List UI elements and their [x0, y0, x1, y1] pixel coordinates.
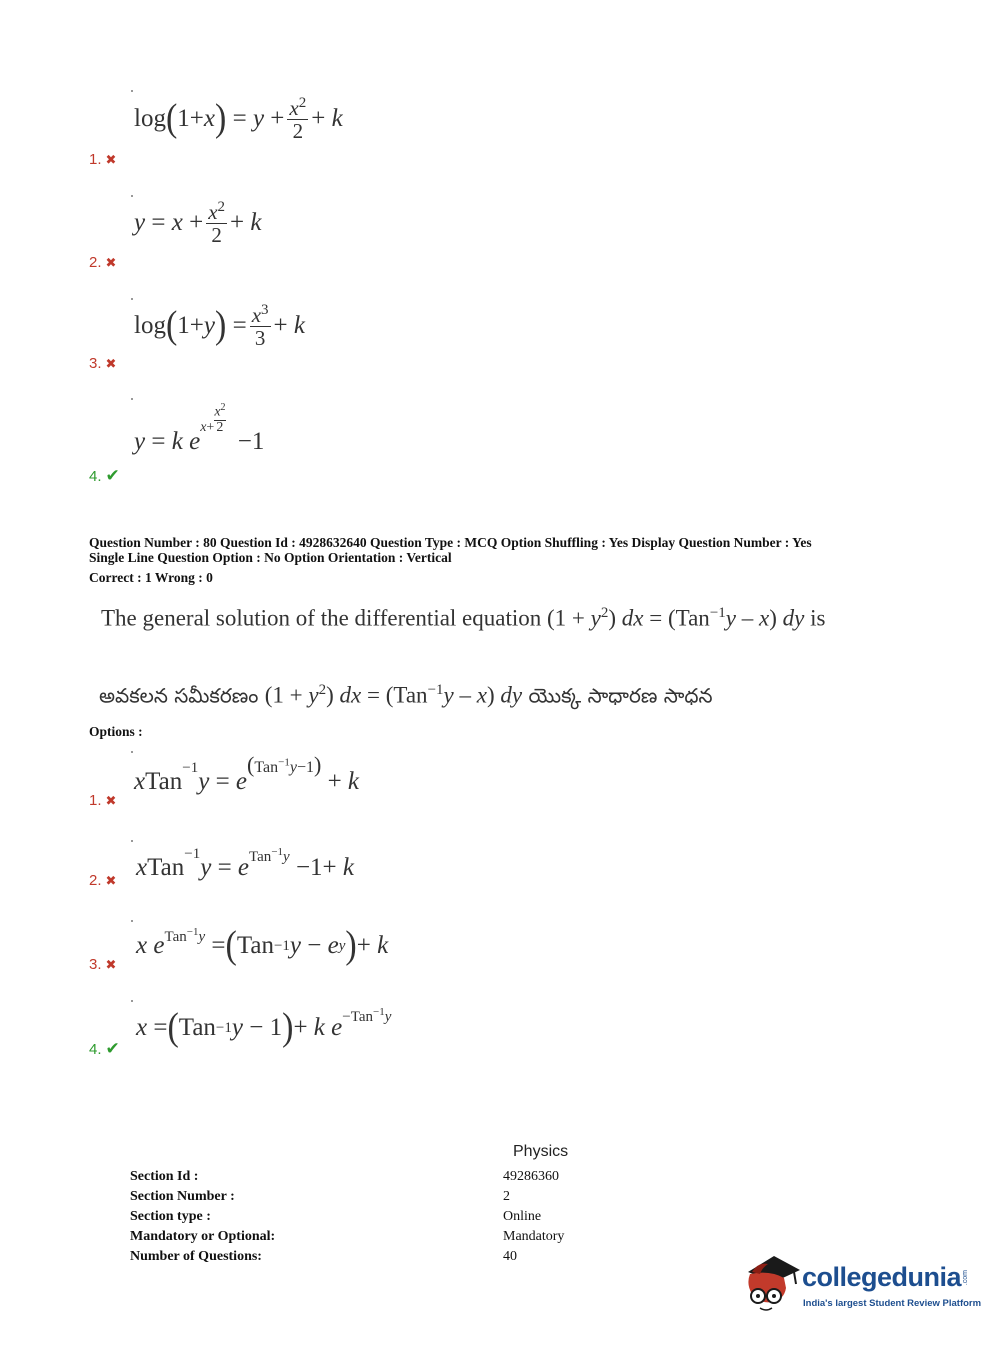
option-dot: [131, 920, 133, 922]
option-3-formula: x e Tan$^{-1}$y = ( Tan −1 y − e y ) + k: [136, 924, 389, 967]
option-dot: [131, 298, 133, 300]
option-2-formula: x Tan $^{-1}$ y = e Tan$^{-1}$y −1+ k: [136, 846, 355, 881]
mascot-icon: [740, 1250, 802, 1316]
prev-option-3-number: 3. ✖: [89, 355, 117, 372]
prev-option-3-formula: log ( 1+ y ) = $\frac{x^3}{3}$ + k: [134, 302, 305, 351]
cross-mark-icon: ✖: [105, 872, 117, 888]
option-dot: [131, 840, 133, 842]
logo-tagline: India's largest Student Review Platform: [803, 1298, 982, 1309]
logo-suffix: .com: [962, 1270, 969, 1286]
prev-option-1-number: 1. ✖: [89, 151, 117, 168]
prev-option-4-formula: y = k e x + $x^2$ 2 −1: [134, 401, 265, 455]
option-4-formula: x = ( Tan −1 y − 1 ) + k e −Tan$^{-1}$y: [136, 1006, 392, 1049]
option-dot: [131, 751, 133, 753]
cross-mark-icon: ✖: [105, 792, 117, 808]
option-1-number: 1. ✖: [89, 792, 117, 809]
option-dot: [131, 90, 133, 92]
options-label: Options :: [89, 724, 143, 739]
cross-mark-icon: ✖: [105, 956, 117, 972]
option-3-number: 3. ✖: [89, 956, 117, 973]
section-subject: Physics: [513, 1143, 569, 1160]
question-meta-line-1: Question Number : 80 Question Id : 4928632640 Question Type : MCQ Option Shuffling : Yes Display Question Number : Yes: [89, 535, 812, 550]
cross-mark-icon: ✖: [105, 355, 117, 371]
cross-mark-icon: ✖: [105, 151, 117, 167]
option-dot: [131, 195, 133, 197]
option-1-formula: x Tan $^{-1}$ y = e (Tan$^{-1}$y−1) + k: [134, 752, 360, 795]
section-row: Section type : Online: [130, 1209, 542, 1224]
prev-option-2-formula: y = x + $\frac{x^2}{2}$ + k: [134, 199, 262, 248]
check-mark-icon: ✔: [105, 466, 120, 485]
prev-option-4-number: 4. ✔: [89, 466, 120, 485]
cross-mark-icon: ✖: [105, 254, 117, 270]
option-dot: [131, 1000, 133, 1002]
section-row: Section Number : 2: [130, 1189, 510, 1204]
section-info-table: [130, 1167, 590, 1267]
logo-wordmark: collegedunia: [802, 1262, 962, 1292]
question-meta-line-3: Correct : 1 Wrong : 0: [89, 570, 213, 585]
collegedunia-logo: [740, 1250, 980, 1320]
check-mark-icon: ✔: [105, 1039, 120, 1058]
prev-option-2-number: 2. ✖: [89, 254, 117, 271]
question-text-telugu: అవకలన సమీకరణం $(1 + y^2)$ dx = (Tan$^{-1}$y – x) dy యొక్క సాధారణ సాధన: [99, 682, 713, 708]
question-meta-line-2: Single Line Question Option : No Option Orientation : Vertical: [89, 550, 452, 565]
question-text-english: The general solution of the differential equation $(1 + y^2)$ dx = (Tan$^{-1}$y – x) dy is: [101, 605, 826, 631]
option-dot: [131, 398, 133, 400]
prev-option-1-formula: log ( 1+ x ) = y + $\frac{x^2}{2}$ + k: [134, 95, 343, 144]
section-row: Mandatory or Optional: Mandatory: [130, 1229, 565, 1244]
section-row: Number of Questions: 40: [130, 1249, 517, 1264]
option-2-number: 2. ✖: [89, 872, 117, 889]
section-row: Section Id : 49286360: [130, 1169, 559, 1184]
option-4-number: 4. ✔: [89, 1039, 120, 1058]
